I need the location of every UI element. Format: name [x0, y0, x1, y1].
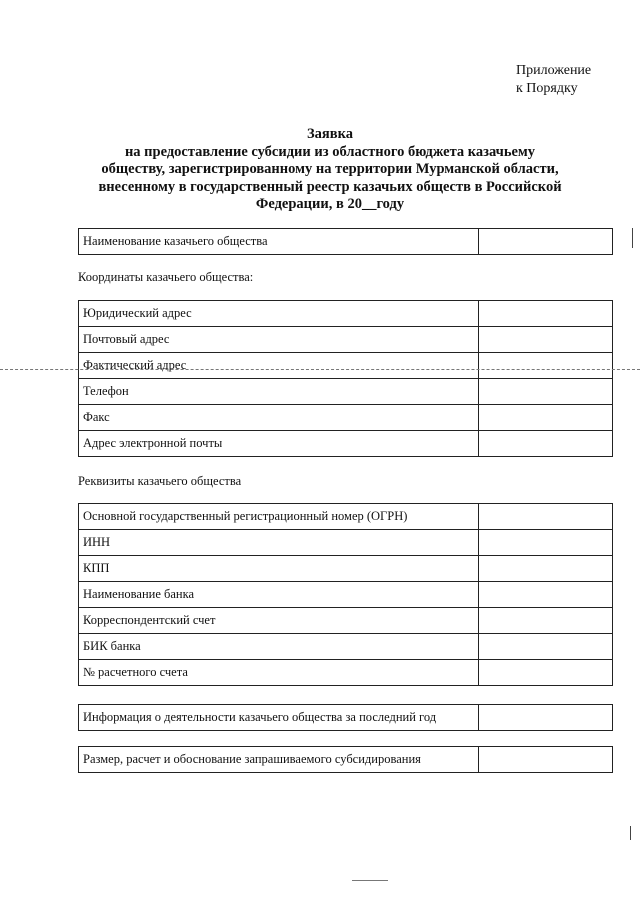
- appendix-reference: [516, 62, 591, 98]
- document-title: [60, 126, 600, 214]
- table-row: [79, 747, 613, 773]
- actual-address-value[interactable]: [479, 353, 613, 379]
- inn-value[interactable]: [479, 530, 613, 556]
- activity-info-table: [78, 704, 613, 731]
- table-row: [79, 530, 613, 556]
- activity-info-value[interactable]: [479, 705, 613, 731]
- legal-address-value[interactable]: [479, 301, 613, 327]
- inn-label: ИНН: [79, 530, 479, 556]
- activity-info-label: Информация о деятельности казачьего общества за последний год: [79, 705, 479, 731]
- subsidy-justification-value[interactable]: [479, 747, 613, 773]
- requisites-label: Реквизиты казачьего общества: [78, 474, 242, 488]
- settlement-account-value[interactable]: [479, 660, 613, 686]
- appendix-line-2: к Порядку: [516, 81, 578, 96]
- table-row: [79, 379, 613, 405]
- coordinates-label: Координаты казачьего общества:: [78, 270, 254, 284]
- email-value[interactable]: [479, 431, 613, 457]
- settlement-account-label: № расчетного счета: [79, 660, 479, 686]
- table-row: [79, 582, 613, 608]
- subsidy-justification-label: Размер, расчет и обоснование запрашиваемого субсидирования: [79, 747, 479, 773]
- scan-bottom-mark: [352, 880, 388, 881]
- table-row: [79, 660, 613, 686]
- scan-edge-mark: [632, 228, 633, 248]
- email-label: Адрес электронной почты: [79, 431, 479, 457]
- table-row: [79, 405, 613, 431]
- table-row: [79, 705, 613, 731]
- actual-address-label: Фактический адрес: [79, 353, 479, 379]
- table-row: [79, 301, 613, 327]
- fax-value[interactable]: [479, 405, 613, 431]
- table-row: [79, 634, 613, 660]
- society-name-table: [78, 228, 613, 255]
- postal-address-label: Почтовый адрес: [79, 327, 479, 353]
- postal-address-value[interactable]: [479, 327, 613, 353]
- kpp-label: КПП: [79, 556, 479, 582]
- fax-label: Факс: [79, 405, 479, 431]
- ogrn-label: Основной государственный регистрационный номер (ОГРН): [79, 504, 479, 530]
- table-row: [79, 431, 613, 457]
- table-row: [79, 353, 613, 379]
- scan-edge-mark-bottom: [630, 826, 631, 840]
- correspondent-account-label: Корреспондентский счет: [79, 608, 479, 634]
- title-line-5: Федерации, в 20__году: [255, 196, 405, 212]
- table-row: [79, 608, 613, 634]
- bank-name-value[interactable]: [479, 582, 613, 608]
- ogrn-value[interactable]: [479, 504, 613, 530]
- appendix-line-1: Приложение: [516, 63, 592, 78]
- title-line-4: внесенному в государственный реестр казачьих обществ в Российской: [98, 178, 562, 195]
- table-row: [79, 229, 613, 255]
- legal-address-label: Юридический адрес: [79, 301, 479, 327]
- table-row: [79, 556, 613, 582]
- bank-name-label: Наименование банка: [79, 582, 479, 608]
- title-line-3: обществу, зарегистрированному на территории Мурманской области,: [101, 161, 559, 177]
- correspondent-account-value[interactable]: [479, 608, 613, 634]
- requisites-table: [78, 503, 613, 686]
- table-row: [79, 504, 613, 530]
- phone-label: Телефон: [79, 379, 479, 405]
- society-name-value[interactable]: [479, 229, 613, 255]
- table-row: [79, 327, 613, 353]
- scan-fold-line: [0, 369, 640, 370]
- kpp-value[interactable]: [479, 556, 613, 582]
- title-line-1: Заявка: [307, 126, 353, 142]
- bik-value[interactable]: [479, 634, 613, 660]
- coordinates-table: [78, 300, 613, 457]
- title-line-2: на предоставление субсидии из областного бюджета казачьему: [124, 143, 536, 160]
- subsidy-justification-table: [78, 746, 613, 773]
- society-name-label: Наименование казачьего общества: [79, 229, 479, 255]
- bik-label: БИК банка: [79, 634, 479, 660]
- phone-value[interactable]: [479, 379, 613, 405]
